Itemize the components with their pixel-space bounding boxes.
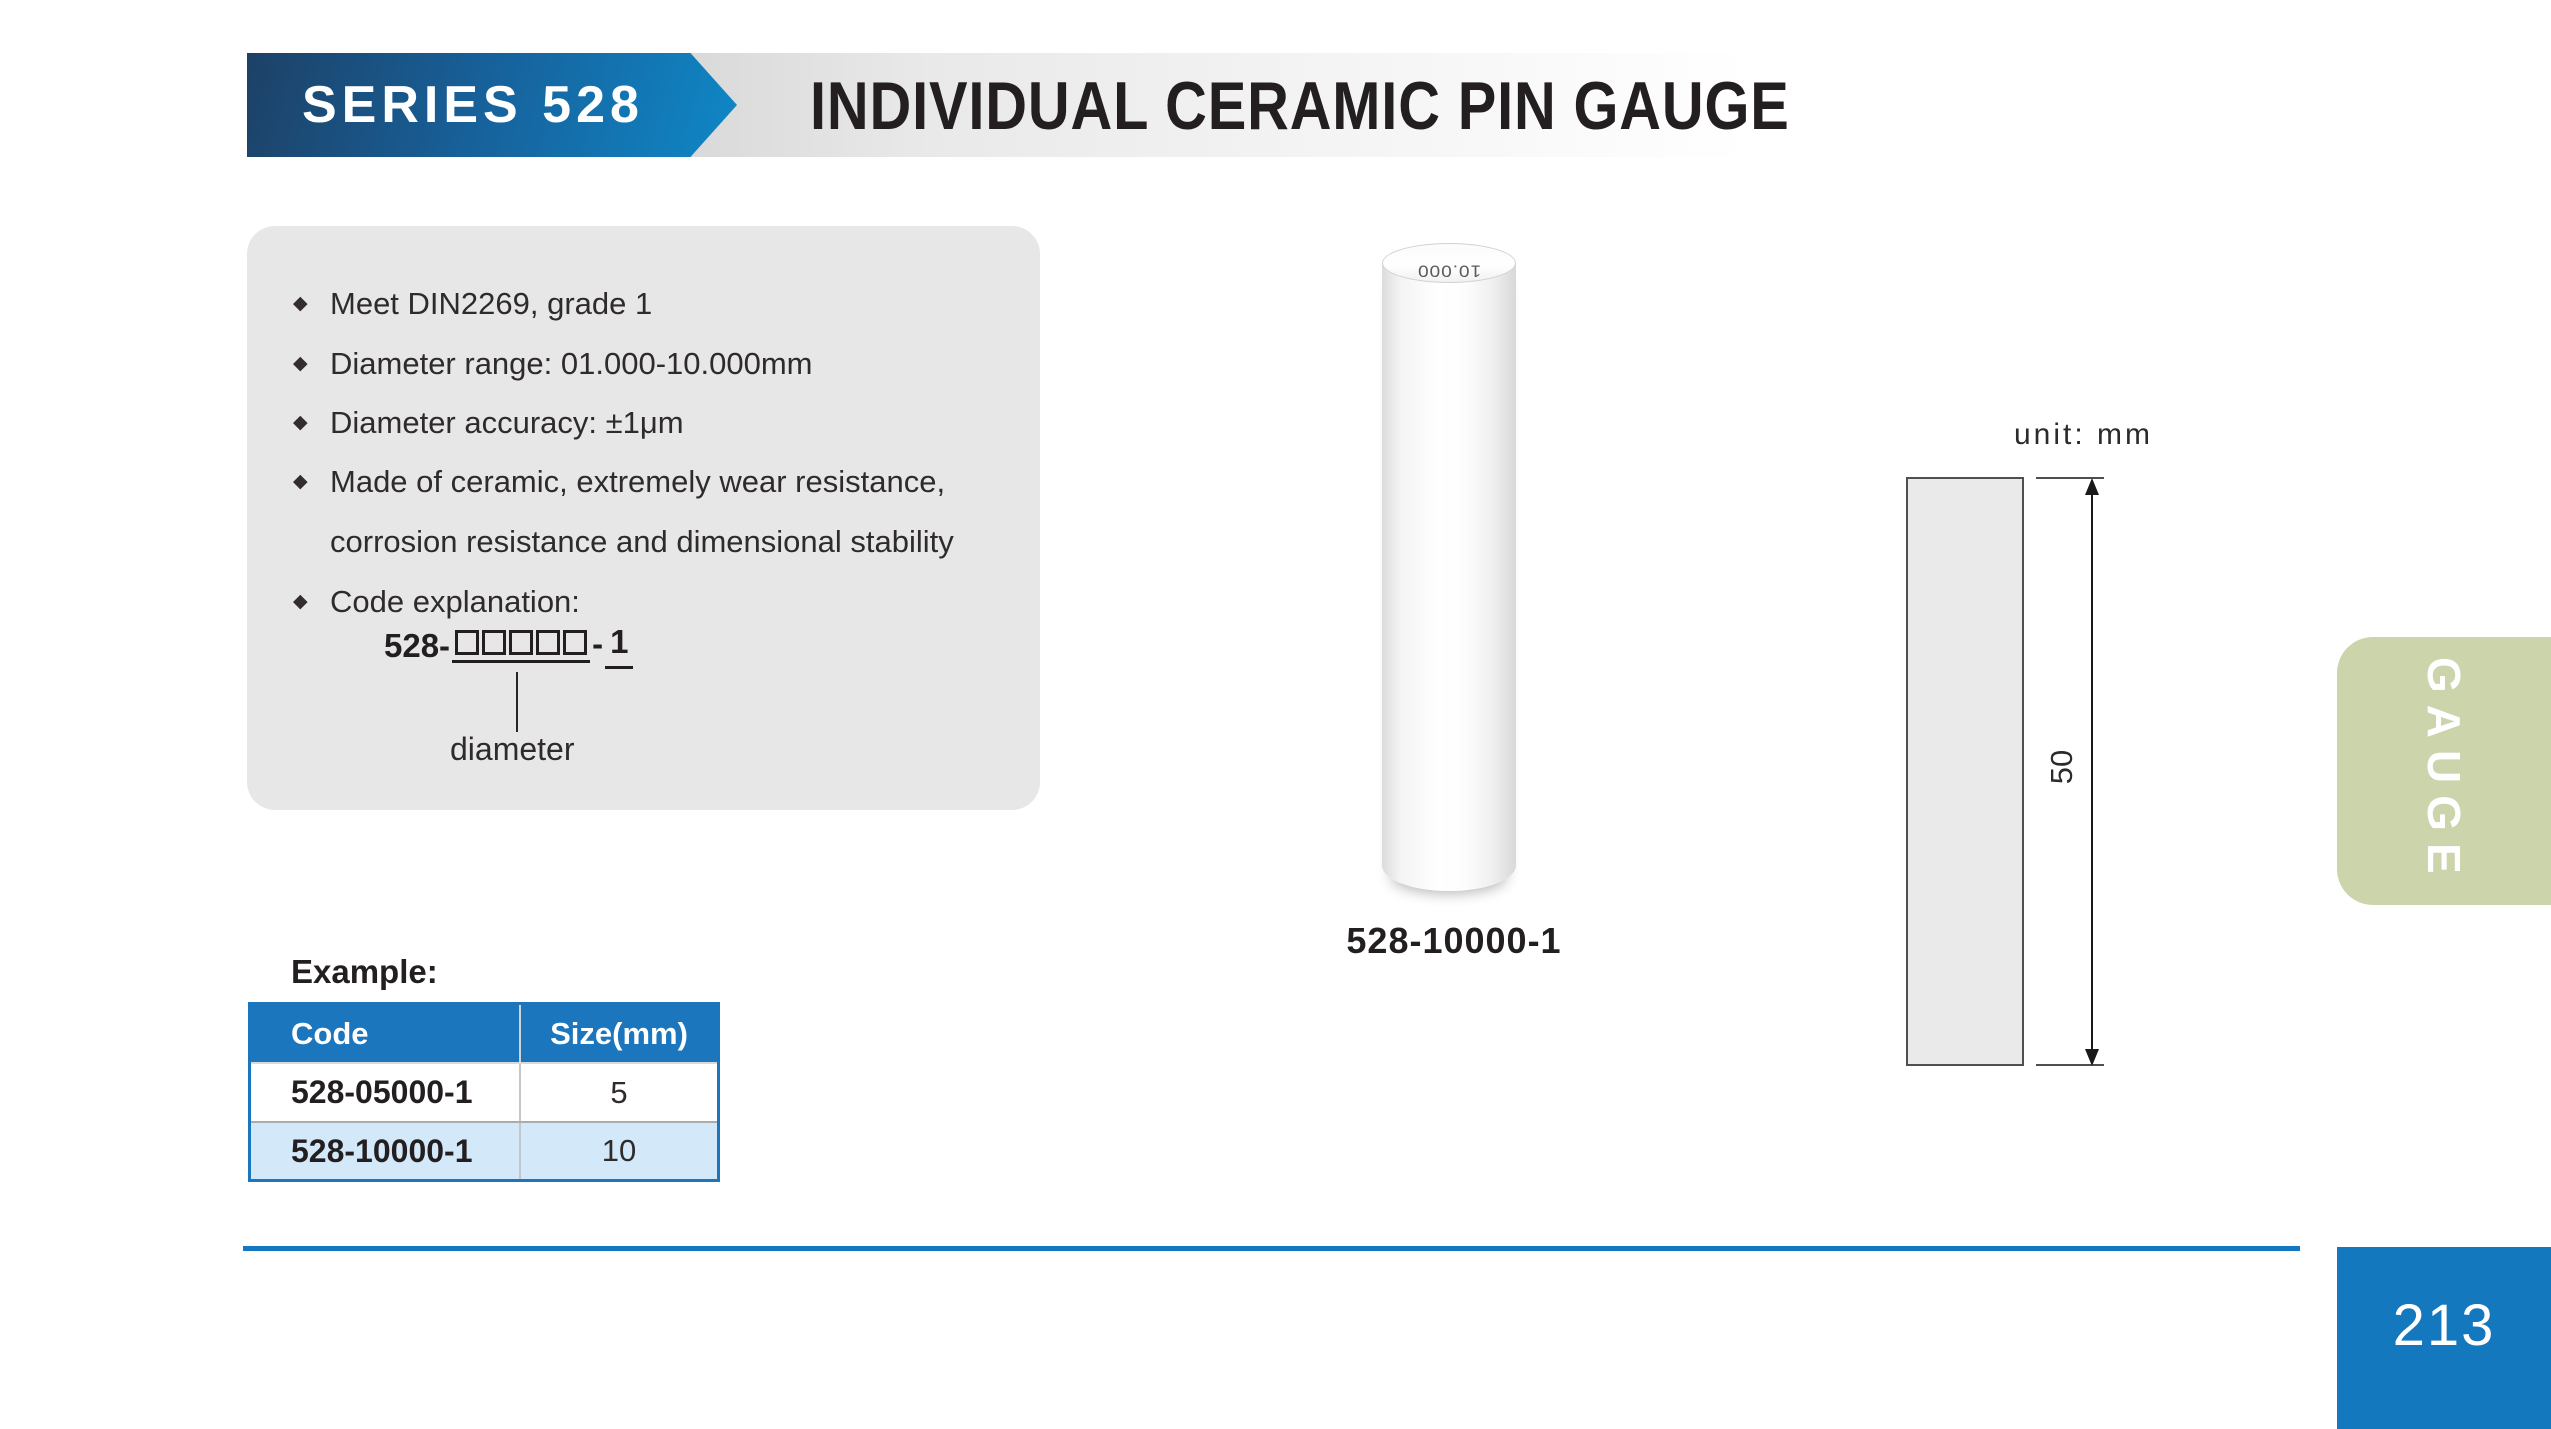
arrow-down-icon (2085, 1049, 2099, 1066)
code-digit-box (455, 630, 479, 655)
column-header-code: Code (291, 1015, 369, 1051)
code-digit-boxes (452, 630, 590, 663)
code-digit-box (563, 630, 587, 655)
footer-rule (243, 1246, 2300, 1251)
page-number-box (2337, 1247, 2551, 1429)
table-row (251, 1064, 717, 1123)
callout-connector-line (516, 672, 518, 732)
code-digit-box (509, 630, 533, 655)
feature-text: Diameter range: 01.000-10.000mm (330, 346, 813, 381)
code-dash: - (592, 624, 604, 662)
code-suffix: 1 (605, 623, 633, 669)
size-value: 5 (610, 1074, 628, 1110)
feature-text: Made of ceramic, extremely wear resistance, (330, 464, 946, 499)
drawing-pin-outline (1906, 477, 2024, 1066)
column-header-size: Size(mm) (550, 1015, 688, 1051)
diamond-bullet-icon: ◆ (293, 353, 308, 374)
example-heading: Example: (291, 953, 438, 990)
table-cell (251, 1064, 521, 1121)
code-digit-box (536, 630, 560, 655)
pin-gauge-size-marking: 10.000 (1416, 261, 1482, 280)
feature-text: Diameter accuracy: ±1μm (330, 405, 684, 440)
diamond-bullet-icon: ◆ (293, 293, 308, 314)
feature-text: Meet DIN2269, grade 1 (330, 286, 653, 321)
callout-label: diameter (450, 731, 575, 767)
section-tab-gauge (2337, 637, 2551, 905)
table-cell (521, 1123, 717, 1179)
size-value: 10 (601, 1133, 637, 1168)
table-cell (521, 1064, 717, 1121)
diamond-bullet-icon: ◆ (293, 591, 308, 612)
unit-label: unit: mm (2014, 418, 2154, 451)
table-cell (251, 1123, 521, 1179)
table-header-cell (521, 1005, 717, 1062)
arrow-up-icon (2085, 478, 2099, 495)
pin-gauge-body (1382, 263, 1516, 891)
page-number: 213 (2392, 1292, 2496, 1358)
example-table (248, 1002, 720, 1182)
table-header-row (251, 1005, 717, 1064)
photo-caption: 528-10000-1 (1346, 920, 1562, 961)
diamond-bullet-icon: ◆ (293, 412, 308, 433)
diamond-bullet-icon: ◆ (293, 471, 308, 492)
section-tab-label: GAUGE (2418, 656, 2470, 886)
table-row (251, 1123, 717, 1179)
feature-text: Code explanation: (330, 584, 580, 619)
pin-gauge-top-face (1382, 243, 1516, 283)
dimension-value: 50 (2044, 749, 2079, 785)
code-format-line (384, 620, 633, 672)
pin-gauge-photo (1382, 243, 1516, 893)
series-label: SERIES 528 (302, 76, 644, 134)
code-digit-box (482, 630, 506, 655)
page-title: INDIVIDUAL CERAMIC PIN GAUGE (810, 68, 1790, 144)
code-value: 528-05000-1 (291, 1074, 473, 1110)
code-value: 528-10000-1 (291, 1132, 473, 1169)
feature-text: corrosion resistance and dimensional stability (330, 524, 954, 559)
code-prefix: 528- (384, 627, 451, 664)
table-header-cell (251, 1005, 521, 1062)
